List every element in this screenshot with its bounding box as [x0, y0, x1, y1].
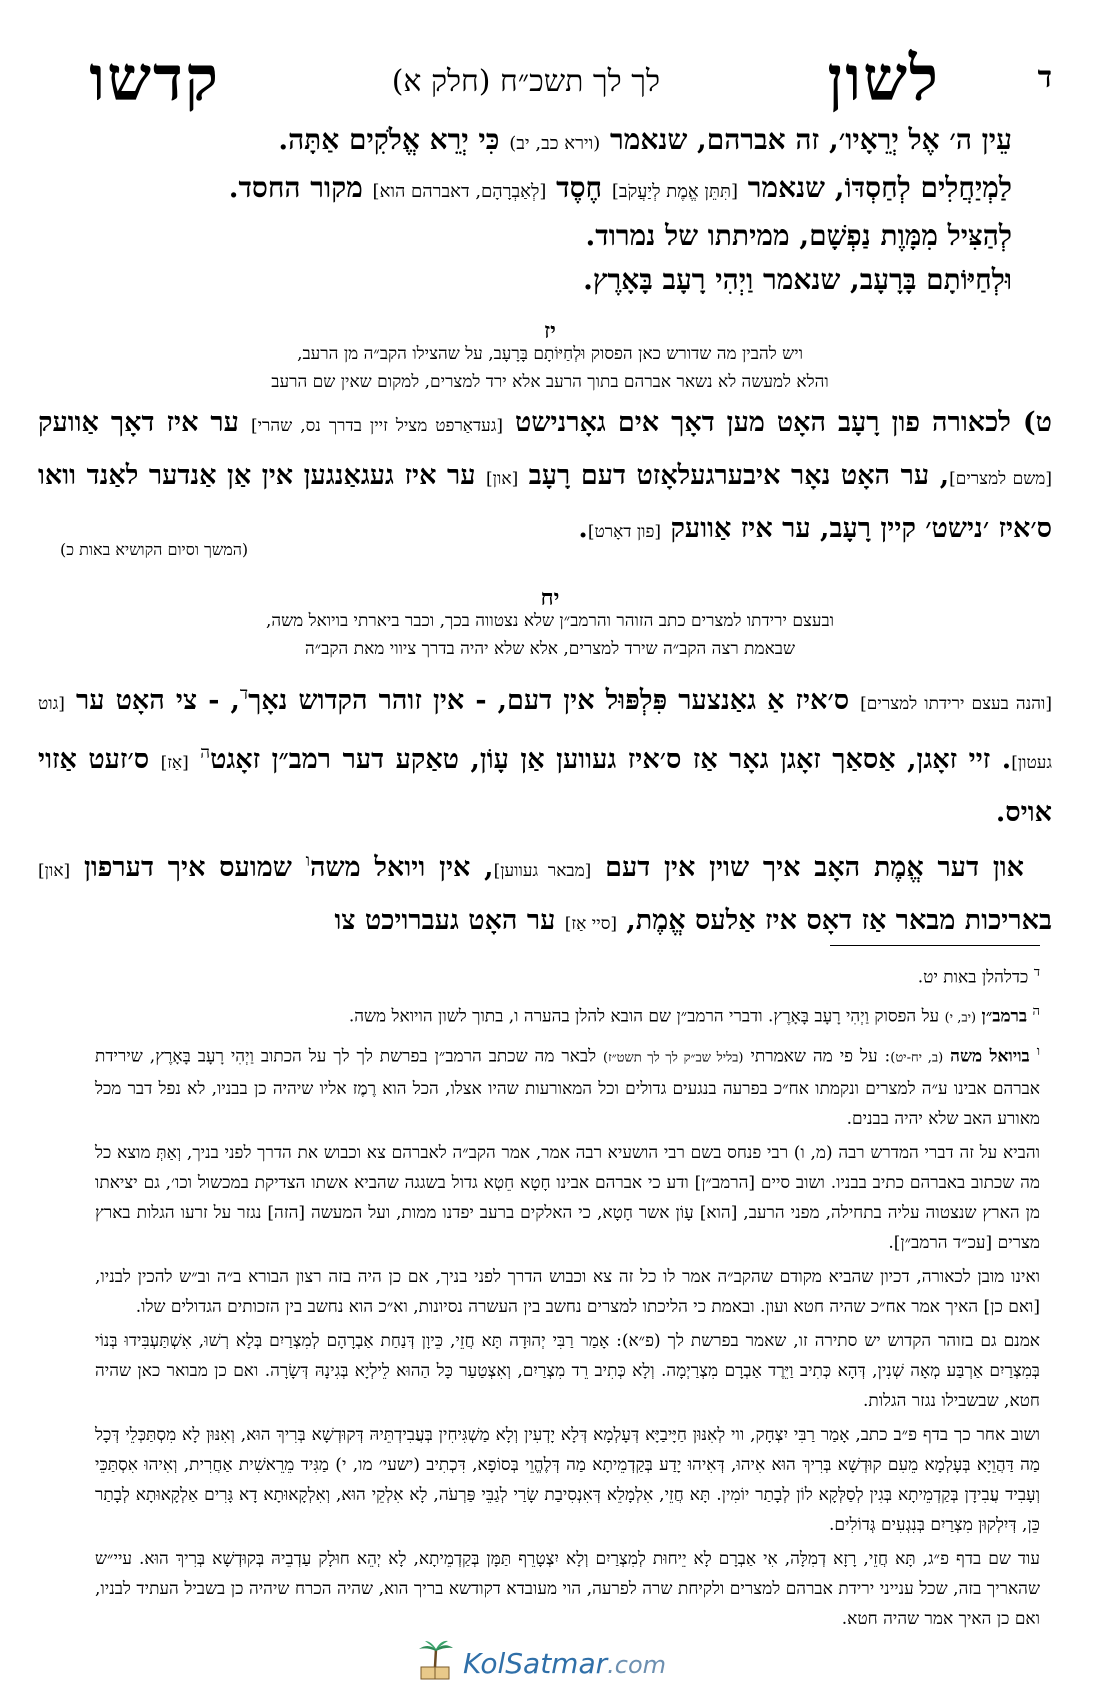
- intro-text: חֶסֶד: [556, 171, 603, 204]
- intro-line-2: [60, 166, 1012, 214]
- palm-tree-book-icon: [415, 1639, 455, 1687]
- intro-text: מקור החסד.: [228, 171, 363, 204]
- bracket-note: [אַז]: [160, 753, 189, 773]
- footnote-marker: ד: [1033, 965, 1040, 980]
- bracket-note: [מבאר געווען]: [493, 861, 592, 881]
- footnote-marker: ה: [200, 743, 211, 763]
- body-text: ט) לכאורה פון רָעָב האָט מען דאָך אים גאָרנישט: [515, 407, 1052, 438]
- intro-text: לַמְיַחֲלִים לְחַסְדּוֹ, שנאמר: [747, 171, 1012, 204]
- continuation-note: (המשך וסיום הקושיא באות כ): [60, 540, 249, 559]
- footnote-paragraph: והביא על זה דברי המדרש רבה (מ, ו) רבי פנחס בשם רבי הושעיא רבה אמר, אמר הקב״ה לאברהם צא וכבוש את הדרך לפני בניך, וְאַתְּ מוצא כל מה שכתוב באברהם כתיב בבניו. ושוב סיים [הרמב״ן] ודע כי אברהם אבינו חָטָא חֵטְא גדול בשגגה שהביא אשתו הצדיקת במכשול וכו׳, גם יציאתו מן הארץ שנצטוה עליה בתחילה, מפני הרעב, [הוא] עָוֹן אשר חָטָא, כי האלקים ברעב יפדנו ממות, ועל המעשה [הזה] נגזר על זרעו הגלות בארץ מצרים [עכ״ד הרמב״ן].: [95, 1142, 1040, 1253]
- footnote-source: ברמב״ן: [981, 1006, 1028, 1027]
- body-text: ער האָט געברויכט צו: [334, 905, 556, 936]
- footnote-divider: [830, 945, 1040, 946]
- intro-line-1: [60, 118, 1012, 166]
- section-intro-line: ויש להבין מה שדורש כאן הפסוק וּלְחַיּוֹתָם בָּרָעָב, על שהצילו הקב״ה מן הרעב,: [297, 344, 803, 364]
- footnote-ref: (בליל שב״ק לך לך תשט״ז): [603, 1050, 744, 1066]
- footnote-text: לבאר מה שכתב הרמב״ן בפרשת לך לך על הכתוב וַיְהִי רָעָב בָּאָרֶץ, שירידת אברהם אבינו ע״ה למצרים ונקמתו אח״כ בפרעה בנגעים גדולים וכל המאורעות שהיו אצלו, הכל הוא רֶמֶז אליו שיהיה כן בבניו, לא נפל דבר מכל מאורע האב שלא יהיה בבנים.: [95, 1046, 1040, 1129]
- footnotes: [95, 958, 1040, 1638]
- body-text: ס׳איז אַ גאַנצער פִּלְפּוּל אין דעם, - אין זוהר הקדוש נאָך: [248, 685, 850, 716]
- footnote-paragraph: ואינו מובן לכאורה, דכיון שהביא מקודם שהקב״ה אמר לו כל זה צא וכבוש הדרך לפני בניך, אם כן היה בזה רצון הבורא ב״ה וב״ש להכין לבניו, [ואם כן] האיך אמר אח״כ שהיה חטא ועון. ובאמת כי הליכתו למצרים נחשב בין העשרה נסיונות, וא״כ הוא נחשב בין הזכותים הגדולים שלו.: [95, 1266, 1040, 1317]
- intro-text: כִּי יְרֵא אֱלֹקִים אַתָּה.: [278, 123, 500, 156]
- footnote-v: [95, 1037, 1040, 1134]
- page-header: [60, 42, 1052, 115]
- section-18-intro: [60, 607, 1040, 663]
- intro-text: עֵין ה׳ אֶל יְרֵאָיו׳, זה אברהם, שנאמר: [610, 123, 1012, 156]
- section-18-body: [38, 670, 1052, 949]
- footnote-text: על הפסוק וַיְהִי רָעָב בָּאָרֶץ. ודברי הרמב״ן שם הובא להלן בהערה ו, בתוך לשון הויואל משה.: [348, 1006, 940, 1027]
- bracket-note: [סיי אַז]: [564, 914, 617, 934]
- body-text: ס׳זעט אַזוי אויס.: [38, 744, 1052, 828]
- body-text: באריכות מבאר אַז דאָס איז אַלעס אֱמֶת,: [626, 905, 1052, 936]
- bracket-note: [און]: [486, 469, 519, 489]
- footnote-marker: ו: [305, 851, 310, 871]
- section-17-body: [38, 398, 1052, 557]
- footnote-marker: ד: [239, 684, 249, 704]
- body-text: שמועס איך דערפון: [83, 852, 292, 883]
- footnote-marker: ה: [1032, 1003, 1040, 1019]
- intro-ref: [לְאַבְרָהָם, דאברהם הוא]: [372, 181, 547, 202]
- intro-line-4: וּלְחַיּוֹתָם בָּרָעָב, שנאמר וַיְהִי רָעָב בָּאָרֶץ.: [583, 263, 1012, 296]
- body-text: , - צי האָט ער: [75, 685, 240, 716]
- footnote-paragraph: עוד שם בדף פ״ג, תָּא חֲזֵי, רָזָא דְמִלָּה, אִי אַבְרָם לָא יֵיחוּת לְמִצְרַיִם וְלָא יִצְטָרֵף תַּמָּן בְּקַדְמֵיתָא, לָא יְהֵא חוּלָק עַדְבֵיהּ בְּקוּדְשָׁא בְּרִיךְ הוּא. עיי״ש שהאריך בזה, שכל ענייני ירידת אברהם למצרים ולקיחת שרה לפרעה, הוי מעובדא דקודשא בריך הוא, שהיה הכרח שיהיה כן בשביל העתיד לבניו, ואם כן האיך אמר שהיה חטא.: [95, 1548, 1040, 1629]
- header-title-left: קדשו: [89, 42, 220, 115]
- body-text: ער איז דאָך אַוועק: [38, 407, 239, 438]
- bracket-note: [משם למצרים]: [949, 469, 1052, 489]
- footnote-text: כדלהלן באות יט.: [917, 967, 1029, 988]
- bracket-note: [פון דאָרט]: [587, 522, 662, 542]
- bracket-note: [און]: [38, 861, 71, 881]
- logo-suffix: .com: [607, 1650, 667, 1679]
- footnote-source: בויואל משה: [950, 1046, 1030, 1067]
- bracket-note: [גוט געטון]: [38, 694, 1053, 773]
- section-intro-line: והלא למעשה לא נשאר אברהם בתוך הרעב אלא ירד למצרים, למקום שאין שם הרעב: [271, 372, 829, 392]
- body-text: ויואל משה: [310, 852, 426, 883]
- body-text: . זיי זאָגן, אַסאַך זאָגן גאָר אַז ס׳איז געווען אַן עָוֹן, טאַקע דער: [342, 744, 1012, 775]
- body-text: ער איז געגאַנגען אין אַן אַנדער לאַנד וואו ס׳איז ׳נישט׳ קיין רָעָב, ער איז אַוועק: [38, 460, 1052, 544]
- intro-ref: [תִּתֵּן אֱמֶת לְיַעֲקֹב]: [611, 181, 738, 202]
- intro-ref: (וירא כב, יב): [509, 133, 601, 154]
- footnote-paragraph: ושוב אחר כך בדף פ״ב כתב, אָמַר רַבִּי יִצְחָק, ווי לְאִנּוּן חַיָּיבַיָּא דְּעָלְמָא דְּלָא יָדְעִין וְלָא מַשְׁגִּיחִין בְּעֲבִידְתֵּיהּ דְּקוּדְשָׁא בְּרִיךְ הוּא, וְאִנּוּן לָא מִסְתַּכְּלֵי דְּכָל מַה דַּהֲוֵיָא בְּעָלְמָא מֵעִם קוּדְשָׁא בְּרִיךְ הוּא אִיהוּ, דְּאִיהוּ יָדַע בְּקַדְמֵיתָא מַה דְּלֶהֱוֵי בְּסוֹפָא, דִּכְתִיב (ישעי׳ מו, י) מַגִּיד מֵרֵאשִׁית אַחֲרִית, וְאִיהוּ אִסְתַּכֵּי וְעָבִיד עֲבִידָן בְּקַדְמֵיתָא בְּגִין לְסַלְּקָא לוֹן לְבָתַר יוֹמִין. תָּא חֲזֵי, אִלְמָלֵא דְּאִנְסִיבַת שָׂרַי לְגַבֵּי פַּרְעֹה, לָא אִלְקֵי הוּא, וְאִלְקָאוּתָא דָא גָּרִים אַלְקָאוּתָא לְבָתַר כֵּן, דְּיִלְקוּן מִצְרַיִם בְּנִגְעִים גְּדוֹלִים.: [95, 1424, 1040, 1535]
- logo-text: KolSatmar: [463, 1646, 608, 1680]
- footnote-ref: (ב, יח-יט): [890, 1050, 944, 1066]
- kolsatmar-logo: [415, 1640, 666, 1686]
- body-text: , ער האָט נאָר איבערגעלאָזט דעם רָעָב: [528, 460, 950, 491]
- header-subtitle: לך לך תשכ״ח (חלק א): [391, 64, 660, 99]
- body-text: רמב״ן: [271, 744, 332, 775]
- intro-verse: [60, 118, 1012, 302]
- section-17-intro: [60, 340, 1040, 396]
- body-text: און דער אֱמֶת האָב איך שוין אין דעם: [605, 852, 1024, 883]
- section-number-17: יז: [544, 318, 556, 344]
- header-title-right: לשון: [827, 42, 940, 115]
- footnote-ref: (יב, י): [944, 1010, 977, 1026]
- footnote-h: [95, 997, 1040, 1034]
- bracket-note: [והנה בעצם ירידתו למצרים]: [860, 694, 1052, 714]
- footnote-d: [95, 958, 1040, 993]
- page-letter: ד: [1037, 60, 1052, 95]
- body-text: , אין: [439, 852, 494, 883]
- logo-wordmark: [463, 1647, 666, 1680]
- footnote-paragraph: אמנם גם בזוהר הקדוש יש סתירה זו, שאמר בפרשת לך (פ״א): אָמַר רַבִּי יְהוּדָה תָּא חֲזֵי, כֵּיוָן דְּנַחַת אַבְרָהָם לְמִצְרַיִם בְּלָא רְשׁוּ, אִשְׁתַּעְבִּידוּ בְּנוֹי בְּמִצְרַיִם אַרְבַּע מְאָה שְׁנִין, דְּהָא כְּתִיב וַיֵּרֶד אַבְרָם מִצְרַיְמָה. וְלָא כְּתִיב רֵד מִצְרַיִם, וְאִצְטַעַר כָּל הַהוּא לֵילְיָא בְּגִינָהּ דְּשָׂרָה. ואם כן מבואר כאן שהיה חטא, שבשבילו נגזר הגלות.: [95, 1330, 1040, 1411]
- footnote-text: : על פי מה שאמרתי: [750, 1046, 891, 1067]
- section-number-18: יח: [540, 585, 560, 611]
- intro-line-3: לְהַצִּיל מִמָּוֶת נַפְשָׁם, ממיתתו של נמרוד.: [585, 219, 1012, 252]
- bracket-note: [געדאַרפט מציל זיין בדרך נס, שהרי]: [250, 416, 504, 436]
- body-text: זאָגט: [210, 744, 261, 775]
- section-intro-line: ובעצם ירידתו למצרים כתב הזוהר והרמב״ן שלא נצטווה בכך, וכבר ביארתי בויואל משה,: [265, 611, 835, 631]
- section-intro-line: שבאמת רצה הקב״ה שירד למצרים, אלא שלא יהיה בדרך ציווי מאת הקב״ה: [305, 639, 795, 659]
- footnote-marker: ו: [1036, 1044, 1041, 1060]
- body-text: .: [578, 513, 588, 544]
